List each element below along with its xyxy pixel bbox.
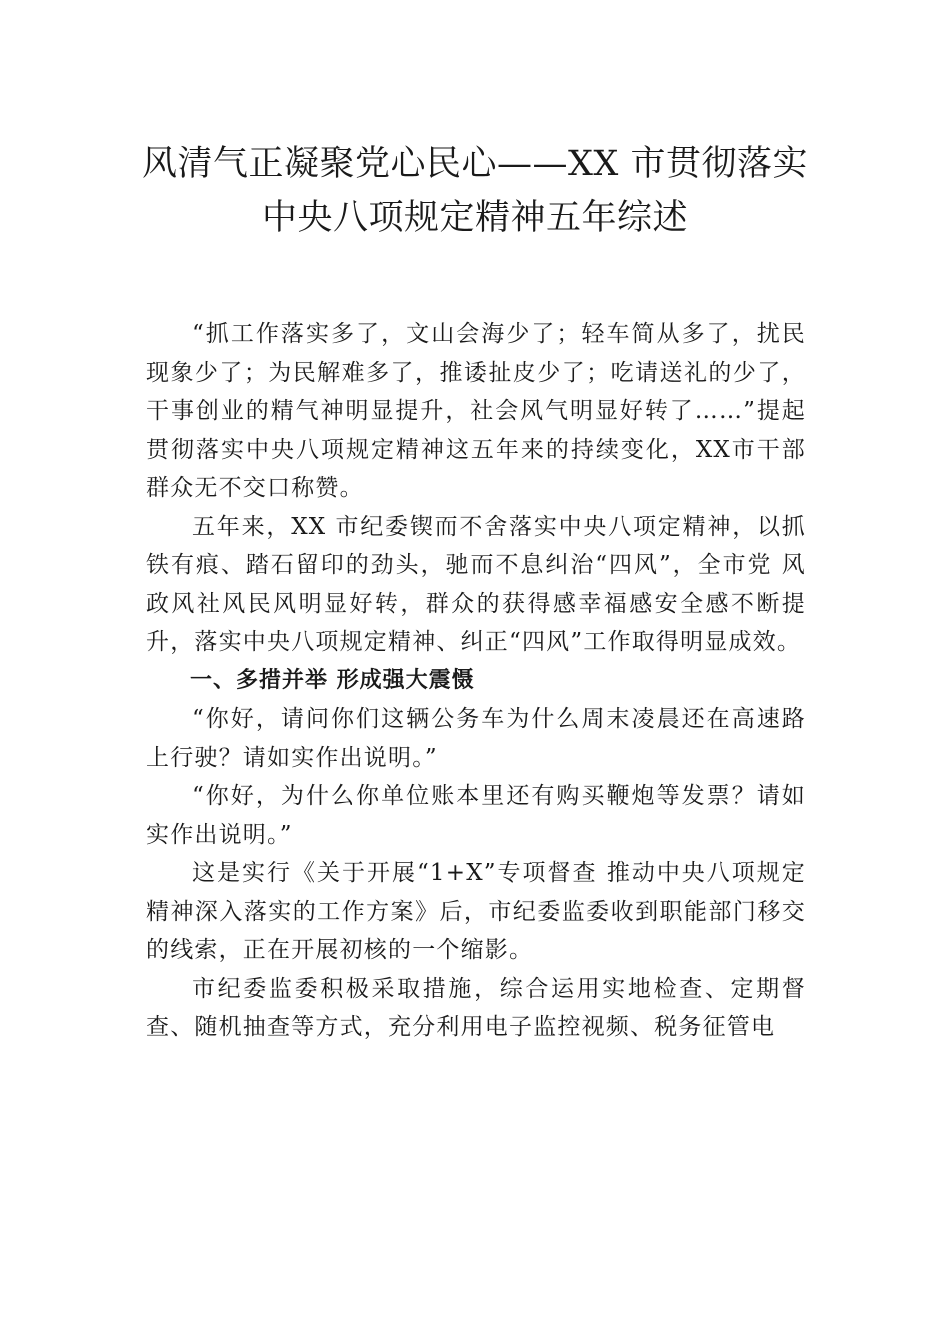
body-paragraph: “你好，为什么你单位账本里还有购买鞭炮等发票？请如实作出说明。” xyxy=(146,783,806,848)
body-paragraph: 五年来，XX 市纪委锲而不舍落实中央八项定精神，以抓铁有痕、踏石留印的劲头，驰而不息纠治“四风”，全市党 风政风社风民风明显好转，群众的获得感幸福感安全感不断提升，落实中央八项规定精神、纠正“四风”工作取得明显成效。 xyxy=(146,513,806,655)
body-paragraph: “抓工作落实多了，文山会海少了；轻车简从多了，扰民现象少了；为民解难多了，推诿扯皮少了；吃请送礼的少了，干事创业的精气神明显提升，社会风气明显好转了……”提起贯彻落实中央八项规定精神这五年来的持续变化，XX市干部群众无不交口称赞。 xyxy=(146,321,806,501)
document-body xyxy=(146,315,806,1047)
title-line-2: 中央八项规定精神五年综述 xyxy=(261,198,688,238)
body-paragraph: “你好，请问你们这辆公务车为什么周末凌晨还在高速路上行驶？请如实作出说明。” xyxy=(146,706,806,771)
document-title xyxy=(120,137,830,245)
body-paragraph: 这是实行《关于开展“1+X”专项督查 推动中央八项规定精神深入落实的工作方案》后，市纪委监委收到职能部门移交的线索，正在开展初核的一个缩影。 xyxy=(146,860,806,963)
body-paragraph: 市纪委监委积极采取措施，综合运用实地检查、定期督查、随机抽查等方式，充分利用电子监控视频、税务征管电 xyxy=(146,975,806,1040)
section-heading: 一、多措并举 形成强大震慑 xyxy=(190,667,475,693)
title-line-1: 风清气正凝聚党心民心——XX 市贯彻落实 xyxy=(142,144,808,184)
